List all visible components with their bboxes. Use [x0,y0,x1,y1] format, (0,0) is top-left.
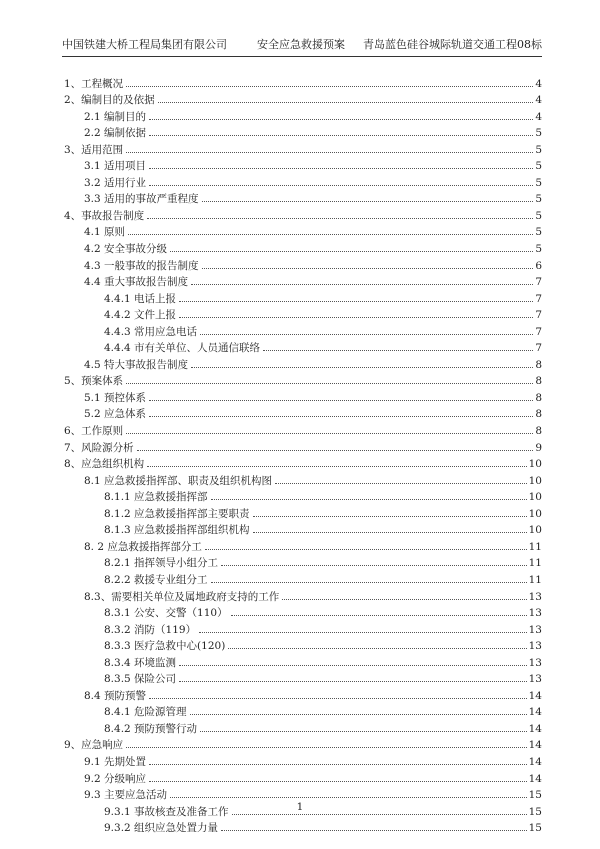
toc-entry[interactable] [62,636,542,653]
toc-entry[interactable] [62,387,542,404]
toc-entry-page: 14 [528,772,542,785]
toc-entry[interactable] [62,652,542,669]
toc-entry-page: 8 [535,425,542,438]
toc-entry[interactable] [62,123,542,140]
dot-leader [205,549,527,550]
toc-entry[interactable] [62,437,542,454]
toc-entry-page: 7 [535,342,542,355]
toc-entry-page: 8 [535,375,542,388]
toc-entry-page: 9 [535,441,542,454]
toc-entry-title: 8.4.2 预防预警行动 [104,722,198,735]
toc-entry[interactable] [62,205,542,222]
toc-entry-page: 7 [535,276,542,289]
toc-entry-title: 4.4.4 市有关单位、人员通信联络 [104,342,261,355]
toc-entry-page: 6 [535,259,542,272]
dot-leader [149,119,533,120]
toc-entry-page: 4 [535,110,542,123]
dot-leader [170,797,527,798]
toc-entry-page: 10 [528,507,542,520]
toc-entry-title: 9、应急响应 [64,739,124,752]
toc-entry-title: 8.1.3 应急救援指挥部组织机构 [104,524,250,537]
toc-entry[interactable] [62,305,542,322]
page-number: 1 [296,801,304,813]
toc-entry-title: 1、工程概况 [64,77,124,90]
header-document-title: 安全应急救援预案 [257,38,345,51]
toc-entry-title: 2.2 编制依据 [84,127,147,140]
toc-entry[interactable] [62,669,542,686]
toc-entry-page: 13 [528,656,542,669]
toc-entry-page: 8 [535,408,542,421]
toc-entry-title: 8.4.1 危险源管理 [104,706,187,719]
toc-entry-title: 5.2 应急体系 [84,408,147,421]
toc-entry[interactable] [62,106,542,123]
toc-entry[interactable] [62,338,542,355]
toc-entry[interactable] [62,222,542,239]
toc-entry-page: 5 [535,176,542,189]
toc-entry[interactable] [62,255,542,272]
toc-entry-title: 3.1 适用项目 [84,160,147,173]
toc-entry[interactable] [62,735,542,752]
dot-leader [202,201,534,202]
toc-entry-title: 9.1 先期处置 [84,755,147,768]
dot-leader [158,102,534,103]
toc-entry[interactable] [62,156,542,173]
toc-entry[interactable] [62,718,542,735]
dot-leader [282,599,526,600]
dot-leader [149,135,533,136]
toc-entry-page: 15 [528,789,542,802]
toc-entry[interactable] [62,487,542,504]
dot-leader [199,632,527,633]
toc-entry[interactable] [62,520,542,537]
dot-leader [221,830,527,831]
toc-entry-page: 5 [535,127,542,140]
toc-entry-title: 8.3.2 消防（119） [104,623,197,636]
dot-leader [179,317,533,318]
toc-entry-page: 5 [535,160,542,173]
dot-leader [126,152,533,153]
dot-leader [147,466,526,467]
toc-entry[interactable] [62,818,542,835]
toc-entry[interactable] [62,768,542,785]
toc-entry-title: 8.3.5 保险公司 [104,673,177,686]
toc-entry-title: 6、工作原则 [64,425,124,438]
toc-entry-title: 5.1 预控体系 [84,391,147,404]
header-company: 中国铁建大桥工程局集团有限公司 [62,38,227,51]
toc-entry[interactable] [62,139,542,156]
dot-leader [128,234,533,235]
toc-entry-title: 5、预案体系 [64,375,124,388]
dot-leader [179,301,533,302]
dot-leader [228,648,526,649]
toc-entry-page: 7 [535,309,542,322]
toc-entry[interactable] [62,354,542,371]
toc-entry[interactable] [62,371,542,388]
toc-entry[interactable] [62,569,542,586]
toc-entry[interactable] [62,404,542,421]
toc-entry[interactable] [62,272,542,289]
dot-leader [211,582,527,583]
dot-leader [149,698,527,699]
toc-entry-page: 13 [528,673,542,686]
toc-entry-page: 10 [528,458,542,471]
toc-entry-page: 10 [528,474,542,487]
dot-leader [149,400,533,401]
toc-entry-title: 4.2 安全事故分级 [84,243,168,256]
toc-entry-page: 14 [528,689,542,702]
dot-leader [202,268,534,269]
toc-entry-title: 4.3 一般事故的报告制度 [84,259,199,272]
toc-entry-page: 5 [535,209,542,222]
toc-entry-page: 15 [528,805,542,818]
toc-entry-title: 3.2 适用行业 [84,176,147,189]
toc-entry-page: 7 [535,325,542,338]
toc-entry-page: 8 [535,391,542,404]
toc-entry-page: 15 [528,822,542,835]
dot-leader [263,350,533,351]
toc-entry-title: 4.1 原则 [84,226,126,239]
dot-leader [191,367,533,368]
dot-leader [126,433,533,434]
toc-entry-page: 11 [528,573,542,586]
toc-entry-page: 5 [535,226,542,239]
toc-entry-title: 4.4.1 电话上报 [104,292,177,305]
toc-entry[interactable] [62,73,542,90]
toc-entry-title: 4.4 重大事故报告制度 [84,276,189,289]
toc-entry-title: 4.5 特大事故报告制度 [84,358,189,371]
toc-entry-page: 13 [528,607,542,620]
dot-leader [137,450,534,451]
toc-entry[interactable] [62,603,542,620]
toc-entry[interactable] [62,503,542,520]
dot-leader [149,416,533,417]
toc-entry-title: 8.1.1 应急救援指挥部 [104,491,208,504]
dot-leader [253,516,527,517]
dot-leader [149,168,533,169]
toc-entry-title: 2.1 编制目的 [84,110,147,123]
toc-entry-title: 9.3.1 事故核查及准备工作 [104,805,229,818]
dot-leader [126,747,526,748]
toc-entry-title: 9.3 主要应急活动 [84,789,168,802]
toc-entry[interactable] [62,189,542,206]
toc-entry[interactable] [62,785,542,802]
toc-entry-page: 14 [528,722,542,735]
dot-leader [191,284,533,285]
toc-entry-title: 9.3.2 组织应急处置力量 [104,822,219,835]
toc-entry-page: 5 [535,243,542,256]
dot-leader [232,814,527,815]
dot-leader [253,532,527,533]
page-header [62,38,542,57]
dot-leader [221,565,527,566]
toc-entry-title: 8.3、需要相关单位及属地政府支持的工作 [84,590,280,603]
toc-entry-title: 8.3.3 医疗急救中心(120) [104,640,226,653]
toc-entry-page: 5 [535,143,542,156]
toc-entry-title: 4、事故报告制度 [64,209,145,222]
toc-entry[interactable] [62,586,542,603]
header-project: 青岛蓝色硅谷城际轨道交通工程08标 [363,38,542,51]
dot-leader [211,499,527,500]
toc-entry[interactable] [62,536,542,553]
toc-entry-page: 7 [535,292,542,305]
toc-entry-title: 7、风险源分析 [64,441,134,454]
toc-entry-page: 14 [528,739,542,752]
dot-leader [190,714,527,715]
toc-entry[interactable] [62,238,542,255]
toc-entry-title: 4.4.3 常用应急电话 [104,325,198,338]
dot-leader [231,615,527,616]
toc-entry-page: 10 [528,524,542,537]
toc-entry-title: 3、适用范围 [64,143,124,156]
dot-leader [149,781,527,782]
toc-entry[interactable] [62,619,542,636]
toc-entry[interactable] [62,470,542,487]
toc-entry[interactable] [62,321,542,338]
toc-entry-page: 8 [535,358,542,371]
toc-entry-title: 8. 2 应急救援指挥部分工 [84,540,202,553]
dot-leader [149,764,527,765]
table-of-contents [62,73,542,834]
toc-entry-title: 9.2 分级响应 [84,772,147,785]
toc-entry-title: 8.3.1 公安、交警（110） [104,607,228,620]
toc-entry-title: 8、应急组织机构 [64,458,145,471]
dot-leader [149,185,533,186]
toc-entry-page: 5 [535,193,542,206]
toc-entry-title: 8.1.2 应急救援指挥部主要职责 [104,507,250,520]
toc-entry[interactable] [62,90,542,107]
toc-entry[interactable] [62,702,542,719]
toc-entry-page: 13 [528,590,542,603]
dot-leader [275,483,527,484]
dot-leader [126,383,533,384]
toc-entry-title: 8.1 应急救援指挥部、职责及组织机构图 [84,474,273,487]
dot-leader [170,251,533,252]
toc-entry[interactable] [62,685,542,702]
toc-entry-title: 4.4.2 文件上报 [104,309,177,322]
dot-leader [179,665,527,666]
toc-entry-page: 14 [528,755,542,768]
dot-leader [200,334,533,335]
toc-entry-title: 8.2.1 指挥领导小组分工 [104,557,219,570]
dot-leader [126,86,533,87]
toc-entry[interactable] [62,288,542,305]
toc-entry[interactable] [62,751,542,768]
toc-entry-page: 11 [528,557,542,570]
dot-leader [179,681,527,682]
toc-entry[interactable] [62,553,542,570]
toc-entry-title: 3.3 适用的事故严重程度 [84,193,199,206]
toc-entry[interactable] [62,454,542,471]
toc-entry-page: 14 [528,706,542,719]
toc-entry-page: 4 [535,77,542,90]
toc-entry-page: 13 [528,623,542,636]
toc-entry-title: 8.4 预防预警 [84,689,147,702]
toc-entry[interactable] [62,172,542,189]
dot-leader [147,218,533,219]
toc-entry-page: 10 [528,491,542,504]
toc-entry[interactable] [62,420,542,437]
toc-entry-page: 13 [528,640,542,653]
toc-entry-page: 11 [528,540,542,553]
toc-entry-page: 4 [535,94,542,107]
dot-leader [200,731,527,732]
toc-entry-title: 8.3.4 环境监测 [104,656,177,669]
toc-entry-title: 2、编制目的及依据 [64,94,155,107]
toc-entry-title: 8.2.2 救援专业组分工 [104,573,208,586]
